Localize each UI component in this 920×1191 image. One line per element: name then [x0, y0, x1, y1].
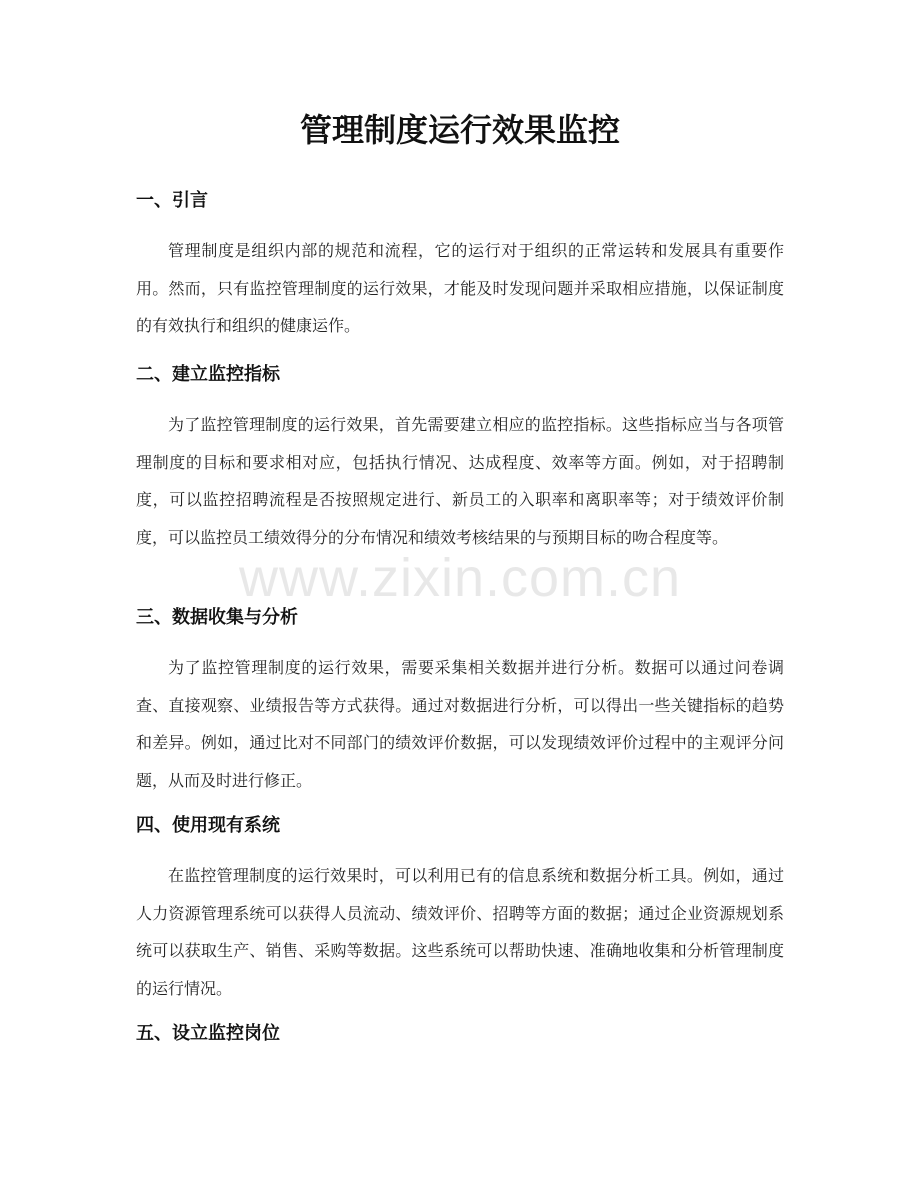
section-heading-data-analysis: 三、数据收集与分析: [136, 607, 298, 628]
section-heading-intro: 一、引言: [136, 190, 208, 211]
section-paragraph-indicators: 为了监控管理制度的运行效果，首先需要建立相应的监控指标。这些指标应当与各项管理制度的目标和要求相对应，包括执行情况、达成程度、效率等方面。例如，对于招聘制度，可以监控招聘流程是否按照规定进行、新员工的入职率和离职率等；对于绩效评价制度，可以监控员工绩效得分的分布情况和绩效考核结果的与预期目标的吻合程度等。: [136, 415, 784, 547]
section-paragraph-intro: 管理制度是组织内部的规范和流程，它的运行对于组织的正常运转和发展具有重要作用。然而，只有监控管理制度的运行效果，才能及时发现问题并采取相应措施，以保证制度的有效执行和组织的健康运作。: [136, 241, 784, 335]
section-paragraph-existing-systems: 在监控管理制度的运行效果时，可以利用已有的信息系统和数据分析工具。例如，通过人力资源管理系统可以获得人员流动、绩效评价、招聘等方面的数据；通过企业资源规划系统可以获取生产、销售、采购等数据。这些系统可以帮助快速、准确地收集和分析管理制度的运行情况。: [136, 866, 784, 998]
section-heading-indicators: 二、建立监控指标: [136, 364, 280, 385]
watermark: www.zixin.com.cn: [238, 548, 682, 608]
section-heading-monitoring-posts: 五、设立监控岗位: [136, 1023, 280, 1044]
section-heading-existing-systems: 四、使用现有系统: [136, 815, 280, 836]
document-title: 管理制度运行效果监控: [299, 111, 620, 149]
section-paragraph-data-analysis: 为了监控管理制度的运行效果，需要采集相关数据并进行分析。数据可以通过问卷调查、直接观察、业绩报告等方式获得。通过对数据进行分析，可以得出一些关键指标的趋势和差异。例如，通过比对不同部门的绩效评价数据，可以发现绩效评价过程中的主观评分问题，从而及时进行修正。: [136, 658, 784, 790]
